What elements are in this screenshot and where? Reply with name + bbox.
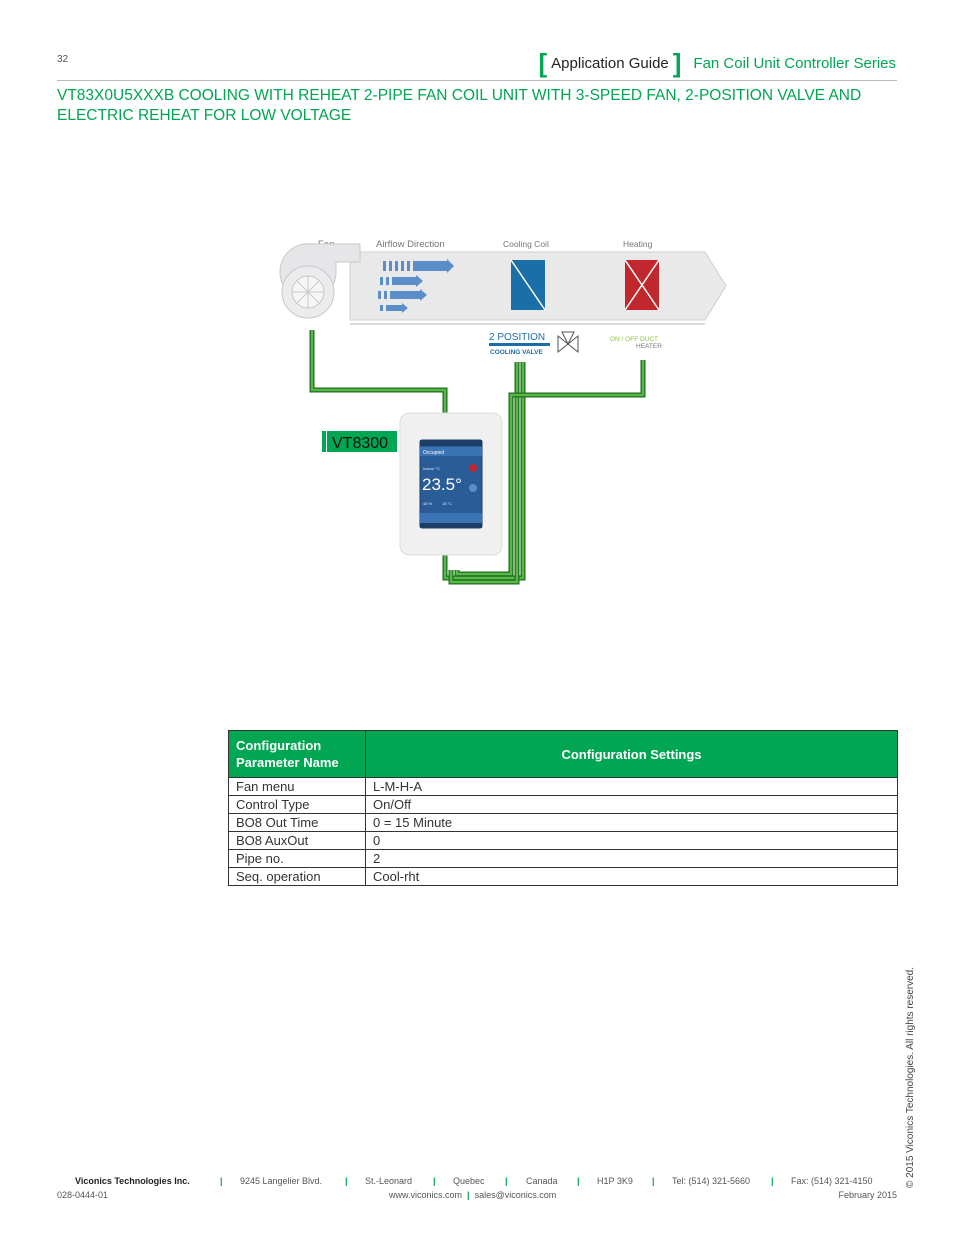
table-row — [229, 796, 898, 814]
parameter-name: BO8 AuxOut — [229, 832, 366, 850]
valve-label-line2: COOLING VALVE — [490, 349, 543, 356]
bracket-close: ] — [672, 48, 682, 78]
parameter-name: Pipe no. — [229, 850, 366, 868]
parameter-name: Control Type — [229, 796, 366, 814]
parameter-name: BO8 Out Time — [229, 814, 366, 832]
airflow-label: Airflow Direction — [376, 239, 445, 250]
footer-separator: | — [577, 1176, 580, 1186]
footer-contact — [389, 1190, 556, 1200]
copyright-notice: © 2015 Viconics Technologies. All rights reserved. — [905, 966, 916, 1188]
footer-separator: | — [652, 1176, 655, 1186]
parameter-setting: 2 — [366, 850, 898, 868]
footer-fax: Fax: (514) 321-4150 — [791, 1176, 873, 1186]
cooling-coil-icon — [511, 260, 545, 310]
footer-street: 9245 Langelier Blvd. — [240, 1176, 323, 1186]
thermostat-temp: 23.5° — [422, 475, 462, 494]
footer-separator: | — [505, 1176, 508, 1186]
parameter-setting: L-M-H-A — [366, 778, 898, 796]
table-header-parameter: Configuration Parameter Name — [229, 731, 366, 778]
heating-coil-icon — [625, 260, 659, 310]
footer-company: Viconics Technologies Inc. — [75, 1176, 190, 1186]
parameter-setting: Cool-rht — [366, 868, 898, 886]
wiring-diagram — [250, 230, 750, 590]
table-row — [229, 850, 898, 868]
footer-separator: | — [220, 1176, 223, 1186]
footer-province: Quebec — [453, 1176, 485, 1186]
thermostat-status: Occupied — [423, 450, 445, 456]
heater-label-line2: HEATER — [636, 343, 662, 350]
table-row — [229, 814, 898, 832]
valve-label-line1: 2 POSITION — [489, 332, 546, 343]
table-row — [229, 778, 898, 796]
table-row — [229, 832, 898, 850]
fan-icon — [280, 244, 360, 318]
page-header — [538, 48, 897, 78]
configuration-table — [228, 730, 898, 886]
bracket-open: [ — [538, 48, 548, 78]
heating-label: Heating — [623, 239, 653, 249]
footer-date: February 2015 — [838, 1190, 897, 1200]
parameter-setting: 0 = 15 Minute — [366, 814, 898, 832]
table-header-row — [229, 731, 898, 778]
page-title: VT83X0U5XXXB COOLING WITH REHEAT 2-PIPE FAN COIL UNIT WITH 3-SPEED FAN, 2-POSITION VALVE AND ELECTRIC REHEAT FOR LOW VOLTAGE — [57, 87, 862, 124]
footer-separator: | — [433, 1176, 436, 1186]
page-number: 32 — [57, 54, 69, 65]
footer-website[interactable]: www.viconics.com — [389, 1190, 463, 1200]
footer-address — [75, 1176, 895, 1186]
footer-city: St.-Leonard — [365, 1176, 413, 1186]
parameter-setting: 0 — [366, 832, 898, 850]
thermostat-setpoint: 18 °C — [442, 501, 453, 506]
parameter-name: Fan menu — [229, 778, 366, 796]
footer-doc-number: 028-0444-01 — [57, 1190, 109, 1200]
table-row — [229, 868, 898, 886]
valve-label-bar — [489, 343, 550, 346]
footer-separator: | — [345, 1176, 348, 1186]
header-rule — [57, 80, 897, 81]
thermostat-indoor-label: Indoor °C — [423, 466, 440, 471]
footer-postal: H1P 3K9 — [597, 1176, 633, 1186]
header-series: Fan Coil Unit Controller Series — [693, 54, 896, 72]
heater-label-line1: ON / OFF DUCT — [610, 336, 659, 343]
thermostat-humidity: 45 % — [423, 501, 433, 506]
table-header-settings: Configuration Settings — [366, 731, 898, 778]
footer-country: Canada — [526, 1176, 558, 1186]
controller-label: VT8300 — [332, 435, 389, 452]
cooling-coil-label: Cooling Coil — [503, 239, 549, 249]
thermostat-device — [400, 413, 502, 555]
footer-email[interactable]: sales@viconics.com — [474, 1190, 557, 1200]
parameter-name: Seq. operation — [229, 868, 366, 886]
footer-separator: | — [464, 1190, 473, 1200]
valve-icon — [558, 332, 578, 352]
controller-label-mark — [322, 431, 326, 452]
parameter-setting: On/Off — [366, 796, 898, 814]
footer-separator: | — [771, 1176, 774, 1186]
header-guide: Application Guide — [551, 54, 669, 72]
footer-tel: Tel: (514) 321-5660 — [672, 1176, 751, 1186]
